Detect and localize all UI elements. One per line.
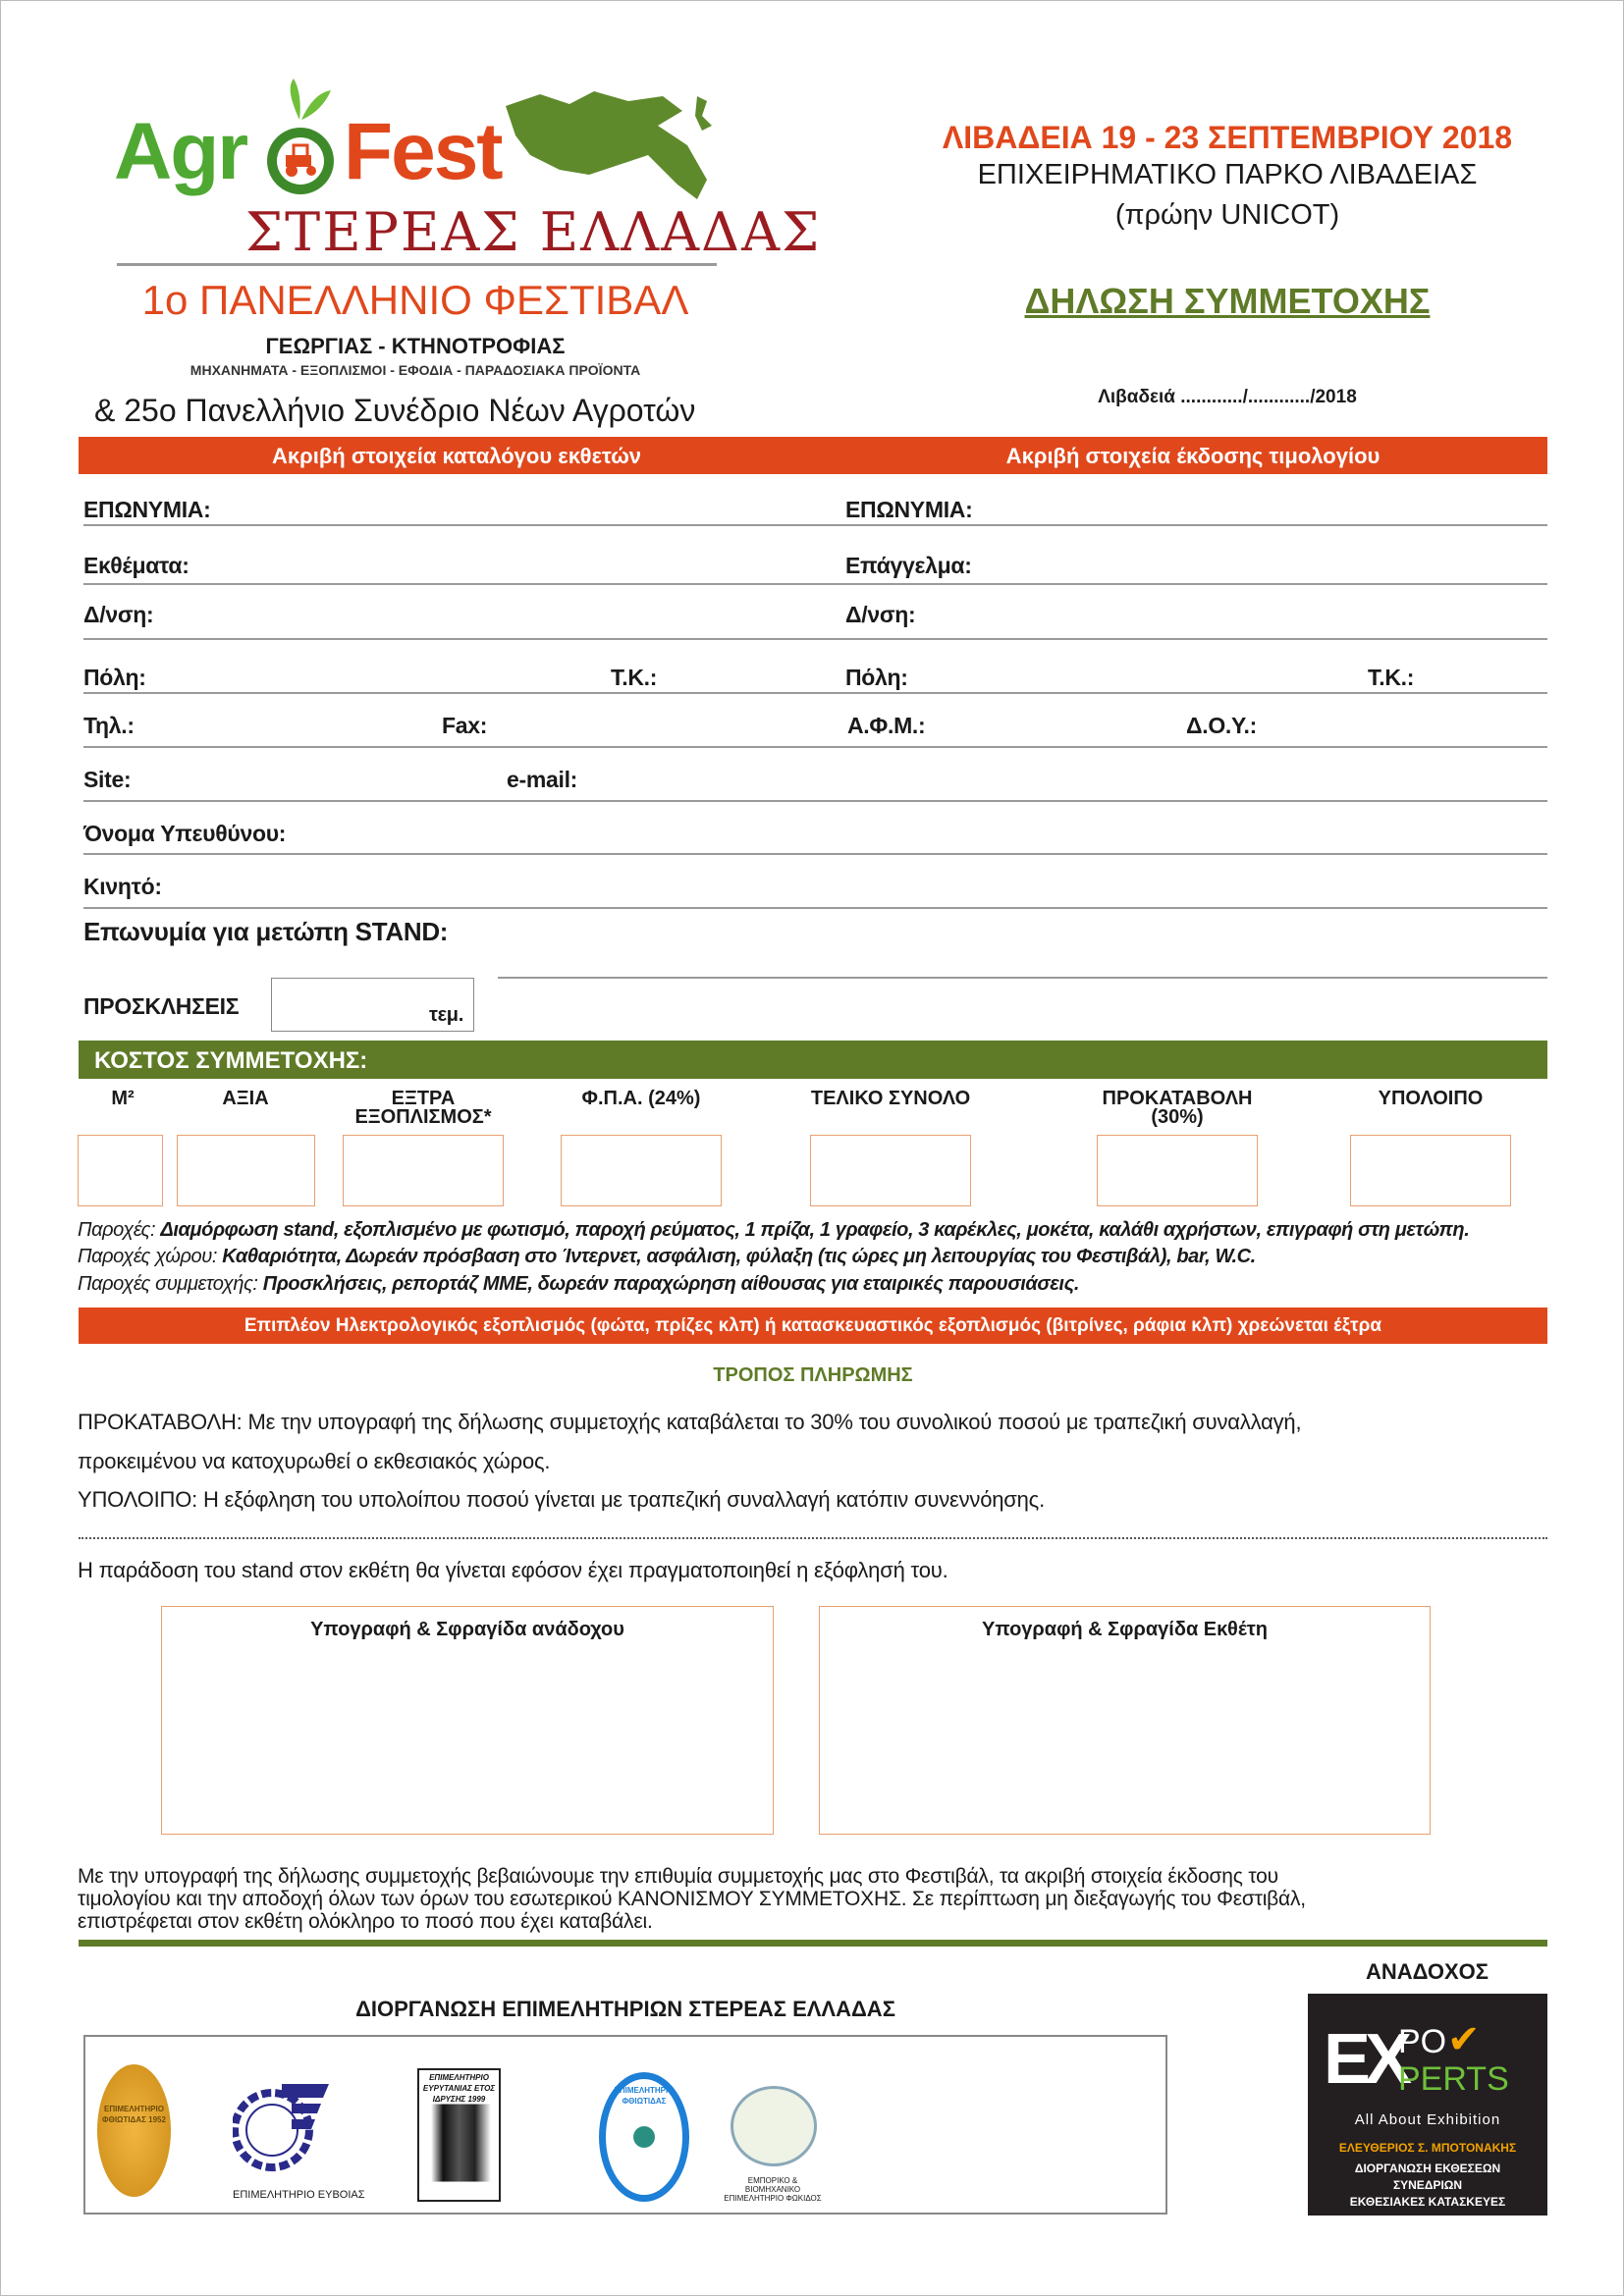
- phone-label: Τηλ.:: [83, 713, 135, 738]
- address-right-label: Δ/νση:: [845, 602, 916, 627]
- payment-deposit-text-2: προκειμένου να κατοχυρωθεί ο εκθεσιακός χώρος.: [78, 1449, 551, 1473]
- section-catalog: Ακριβή στοιχεία καταλόγου εκθετών: [271, 444, 642, 468]
- deposit-input[interactable]: [1097, 1135, 1258, 1206]
- central-greece-map-icon: [501, 86, 722, 204]
- organizers-title: ΔΙΟΡΓΑΝΩΣΗ ΕΠΙΜΕΛΗΤΗΡΙΩΝ ΣΤΕΡΕΑΣ ΕΛΛΑΔΑΣ: [355, 1997, 895, 2021]
- provision-label: Παροχές:: [78, 1219, 161, 1241]
- fokida-chamber-caption: ΕΜΠΟΡΙΚΟ & ΒΙΟΜΗΧΑΝΙΚΟ ΕΠΙΜΕΛΗΤΗΡΙΟ ΦΩΚΙΔΟΣ: [724, 2176, 822, 2203]
- evrytania-chamber-logo: [417, 2068, 501, 2202]
- balance-input[interactable]: [1350, 1135, 1511, 1206]
- extra-notice: Επιπλέον Ηλεκτρολογικός εξοπλισμός (φώτα, πρίζες κλπ) ή κατασκευαστικός εξοπλισμός (βιτρίνες, ράφια κλπ) χρεώνεται έξτρα: [244, 1315, 1382, 1336]
- fthiotida-coin-logo: [97, 2064, 171, 2197]
- invitations-label: ΠΡΟΣΚΛΗΣΕΙΣ: [83, 993, 240, 1019]
- cost-col-vat: Φ.Π.Α. (24%): [581, 1088, 701, 1109]
- festival-title: 1ο ΠΑΝΕΛΛΗΝΙΟ ΦΕΣΤΙΒΑΛ: [141, 277, 689, 323]
- cost-col-extra: ΕΞΤΡΑ ΕΞΟΠΛΙΣΜΟΣ*: [354, 1088, 492, 1128]
- cost-col-m2: Μ²: [111, 1088, 135, 1109]
- expo-experts-logo: [1308, 1994, 1547, 2216]
- address-left-label: Δ/νση:: [83, 602, 154, 627]
- evrytania-chamber-caption: ΕΠΙΜΕΛΗΤΗΡΙΟ ΕΥΡΥΤΑΝΙΑΣ ΕΤΟΣ ΙΔΡΥΣΗΣ 1999: [422, 2073, 496, 2104]
- cost-title: ΚΟΣΤΟΣ ΣΥΜΜΕΤΟΧΗΣ:: [94, 1047, 368, 1074]
- provision-text: Καθαριότητα, Δωρεάν πρόσβαση στο Ίντερνετ, ασφάλιση, φύλαξη (τις ώρες μη λειτουργίας του Φεστιβάλ), bar, W.C.: [222, 1246, 1256, 1267]
- expo-service: ΔΙΟΡΓΑΝΩΣΗ ΕΚΘΕΣΕΩΝ: [1354, 2162, 1501, 2175]
- expo-brand: [1320, 2017, 1536, 2106]
- green-divider: [79, 1940, 1547, 1947]
- email-label: e-mail:: [507, 767, 578, 792]
- city-field[interactable]: [83, 692, 1547, 694]
- expo-service: ΣΥΝΕΔΡΙΩΝ: [1392, 2178, 1463, 2192]
- chamber-logos-box: [83, 2035, 1167, 2215]
- expo-po: PO: [1398, 2023, 1447, 2060]
- address-field[interactable]: [83, 638, 1547, 640]
- event-dates: ΛΙΒΑΔΕΙΑ 19 - 23 ΣΕΠΤΕΜΒΡΙΟΥ 2018: [942, 120, 1513, 155]
- terms-line: Με την υπογραφή της δήλωσης συμμετοχής βεβαιώνουμε την επιθυμία συμμετοχής μας στο Φεστιβάλ, τα ακριβή στοιχεία έκδοσης του: [78, 1865, 1278, 1888]
- name-right-label: ΕΠΩΝΥΜΙΑ:: [845, 497, 973, 522]
- logo-region: ΣΤΕΡΕΑΣ ΕΛΛΑΔΑΣ: [245, 201, 822, 263]
- mobile-label: Κινητό:: [83, 874, 162, 899]
- exhibitor-signature-box[interactable]: [819, 1606, 1431, 1835]
- site-email-field[interactable]: [83, 800, 1547, 802]
- agrofest-logo: [108, 79, 822, 265]
- evia-chamber-caption: ΕΠΙΜΕΛΗΤΗΡΙΟ ΕΥΒΟΙΑΣ: [233, 2189, 365, 2201]
- contractor-signature-box[interactable]: [161, 1606, 774, 1835]
- payment-balance-text: ΥΠΟΛΟΙΠΟ: Η εξόφληση του υπολοίπου ποσού γίνεται με τραπεζική συναλλαγή κατόπιν συνεννόησης.: [78, 1487, 1045, 1512]
- gear-tractor-icon: [260, 79, 341, 206]
- cost-col-balance: ΥΠΟΛΟΙΠΟ: [1378, 1088, 1484, 1109]
- contact-field[interactable]: [83, 853, 1547, 855]
- logo-fest: Fest: [344, 107, 502, 196]
- festival-categories: ΜΗΧΑΝΗΜΑΤΑ - ΕΞΟΠΛΙΣΜΟΙ - ΕΦΟΔΙΑ - ΠΑΡΑΔΟΣΙΑΚΑ ΠΡΟΪΟΝΤΑ: [189, 362, 641, 378]
- festival-subtitle: ΓΕΩΡΓΙΑΣ - ΚΤΗΝΟΤΡΟΦΙΑΣ: [265, 334, 566, 358]
- event-venue: ΕΠΙΧΕΙΡΗΜΑΤΙΚΟ ΠΑΡΚΟ ΛΙΒΑΔΕΙΑΣ: [977, 159, 1478, 190]
- section-header-bar: [79, 437, 1547, 474]
- form-title: ΔΗΛΩΣΗ ΣΥΜΜΕΤΟΧΗΣ: [1024, 281, 1431, 321]
- cost-col-deposit: ΠΡΟΚΑΤΑΒΟΛΗ (30%): [1102, 1088, 1253, 1128]
- site-label: Site:: [83, 767, 132, 792]
- value-input[interactable]: [177, 1135, 315, 1206]
- exhibitor-signature-label: Υπογραφή & Σφραγίδα Εκθέτη: [981, 1619, 1268, 1640]
- fokida-chamber-logo: [731, 2086, 817, 2166]
- vat-input[interactable]: [561, 1135, 722, 1206]
- payment-title: ΤΡΟΠΟΣ ΠΛΗΡΩΜΗΣ: [713, 1364, 913, 1386]
- invitations-unit: τεμ.: [428, 1004, 463, 1026]
- expo-ex: EX: [1324, 2020, 1407, 2099]
- payment-deposit-text: ΠΡΟΚΑΤΑΒΟΛΗ: Με την υπογραφή της δήλωσης συμμετοχής καταβάλεται το 30% του συνολικού ποσού με τραπεζική συναλλαγή,: [78, 1410, 1302, 1434]
- dotted-separator: [79, 1537, 1547, 1539]
- zip-left-label: Τ.Κ.:: [611, 665, 658, 690]
- cost-col-total: ΤΕΛΙΚΟ ΣΥΝΟΛΟ: [810, 1088, 971, 1109]
- contractor-title: ΑΝΑΔΟΧΟΣ: [1366, 1959, 1489, 1984]
- evia-chamber-logo: [233, 2076, 331, 2184]
- mobile-field[interactable]: [83, 907, 1547, 909]
- provision-line: [78, 1273, 1079, 1296]
- city-left-label: Πόλη:: [83, 665, 146, 690]
- stand-name-label: Επωνυμία για μετώπη STAND:: [83, 917, 449, 946]
- extra-input[interactable]: [343, 1135, 504, 1206]
- exhibits-field[interactable]: [83, 583, 1547, 585]
- expo-owner: ΕΛΕΥΘΕΡΙΟΣ Σ. ΜΠΟΤΟΝΑΚΗΣ: [1338, 2141, 1517, 2155]
- m2-input[interactable]: [78, 1135, 163, 1206]
- expo-tagline: All About Exhibition: [1354, 2111, 1501, 2128]
- expo-perts: PERTS: [1398, 2060, 1509, 2098]
- terms-line: τιμολογίου και την αποδοχή όλων των όρων του εσωτερικού ΚΑΝΟΝΙΣΜΟΥ ΣΥΜΜΕΤΟΧΗΣ. Σε περίπτωση μη διεξαγωγής του Φεστιβάλ,: [78, 1888, 1306, 1910]
- phone-field[interactable]: [83, 746, 1547, 748]
- cost-col-value: ΑΞΙΑ: [222, 1088, 269, 1109]
- provision-label: Παροχές χώρου:: [78, 1246, 223, 1267]
- name-field[interactable]: [83, 524, 1547, 526]
- congress-title: & 25ο Πανελλήνιο Συνέδριο Νέων Αγροτών: [94, 393, 696, 428]
- extra-notice-bar: [79, 1308, 1547, 1344]
- provision-text: Διαμόρφωση stand, εξοπλισμένο με φωτισμό, παροχή ρεύματος, 1 πρίζα, 1 γραφείο, 3 καρέκλες, μοκέτα, καλάθι αχρήστων, επιγραφή στη μετώπη.: [160, 1219, 1470, 1241]
- city-right-label: Πόλη:: [845, 665, 908, 690]
- afm-label: Α.Φ.Μ.:: [847, 713, 926, 738]
- fthiotida-chamber-caption: ΕΠΙΜΕΛΗΤΗΡΙΟ ΦΘΙΩΤΙΔΑΣ: [614, 2086, 675, 2106]
- stand-name-field[interactable]: [498, 977, 1547, 979]
- provision-text: Προσκλήσεις, ρεπορτάζ ΜΜΕ, δωρεάν παραχώρηση αίθουσας για εταιρικές παρουσιάσεις.: [262, 1273, 1079, 1295]
- doy-label: Δ.Ο.Υ.:: [1186, 713, 1257, 738]
- profession-label: Επάγγελμα:: [845, 553, 972, 578]
- zip-right-label: Τ.Κ.:: [1368, 665, 1415, 690]
- fthiotida-chamber-logo: [599, 2072, 689, 2202]
- terms-line: επιστρέφεται στον εκθέτη ολόκληρο το ποσό που έχει καταβάλει.: [78, 1910, 653, 1933]
- cost-header-bar: [79, 1041, 1547, 1079]
- invitations-input[interactable]: [271, 978, 474, 1032]
- provision-line: [78, 1246, 1256, 1268]
- date-line: Λιβαδειά ............/............/2018: [1098, 387, 1357, 407]
- fthiotida-coin-caption: ΕΠΙΜΕΛΗΤΗΡΙΟ ΦΘΙΩΤΙΔΑΣ 1952: [102, 2105, 166, 2124]
- provision-line: [78, 1219, 1469, 1242]
- expo-service: ΕΚΘΕΣΙΑΚΕΣ ΚΑΤΑΣΚΕΥΕΣ: [1349, 2195, 1506, 2209]
- section-invoice: Ακριβή στοιχεία έκδοσης τιμολογίου: [1005, 444, 1380, 468]
- delivery-text: Η παράδοση του stand στον εκθέτη θα γίνεται εφόσον έχει πραγματοποιηθεί η εξόφλησή του.: [78, 1558, 948, 1582]
- event-venue-note: (πρώην UNICOT): [1114, 199, 1340, 231]
- checkmark-icon: ✔: [1447, 2018, 1481, 2061]
- contractor-signature-label: Υπογραφή & Σφραγίδα ανάδοχου: [310, 1619, 624, 1640]
- logo-agro: Agr: [114, 107, 247, 196]
- contact-label: Όνομα Υπευθύνου:: [83, 821, 287, 846]
- logo-divider: [117, 263, 717, 266]
- provision-label: Παροχές συμμετοχής:: [78, 1273, 263, 1295]
- total-input[interactable]: [810, 1135, 971, 1206]
- name-left-label: ΕΠΩΝΥΜΙΑ:: [83, 497, 211, 522]
- fax-label: Fax:: [442, 713, 488, 738]
- exhibits-label: Εκθέματα:: [83, 553, 189, 578]
